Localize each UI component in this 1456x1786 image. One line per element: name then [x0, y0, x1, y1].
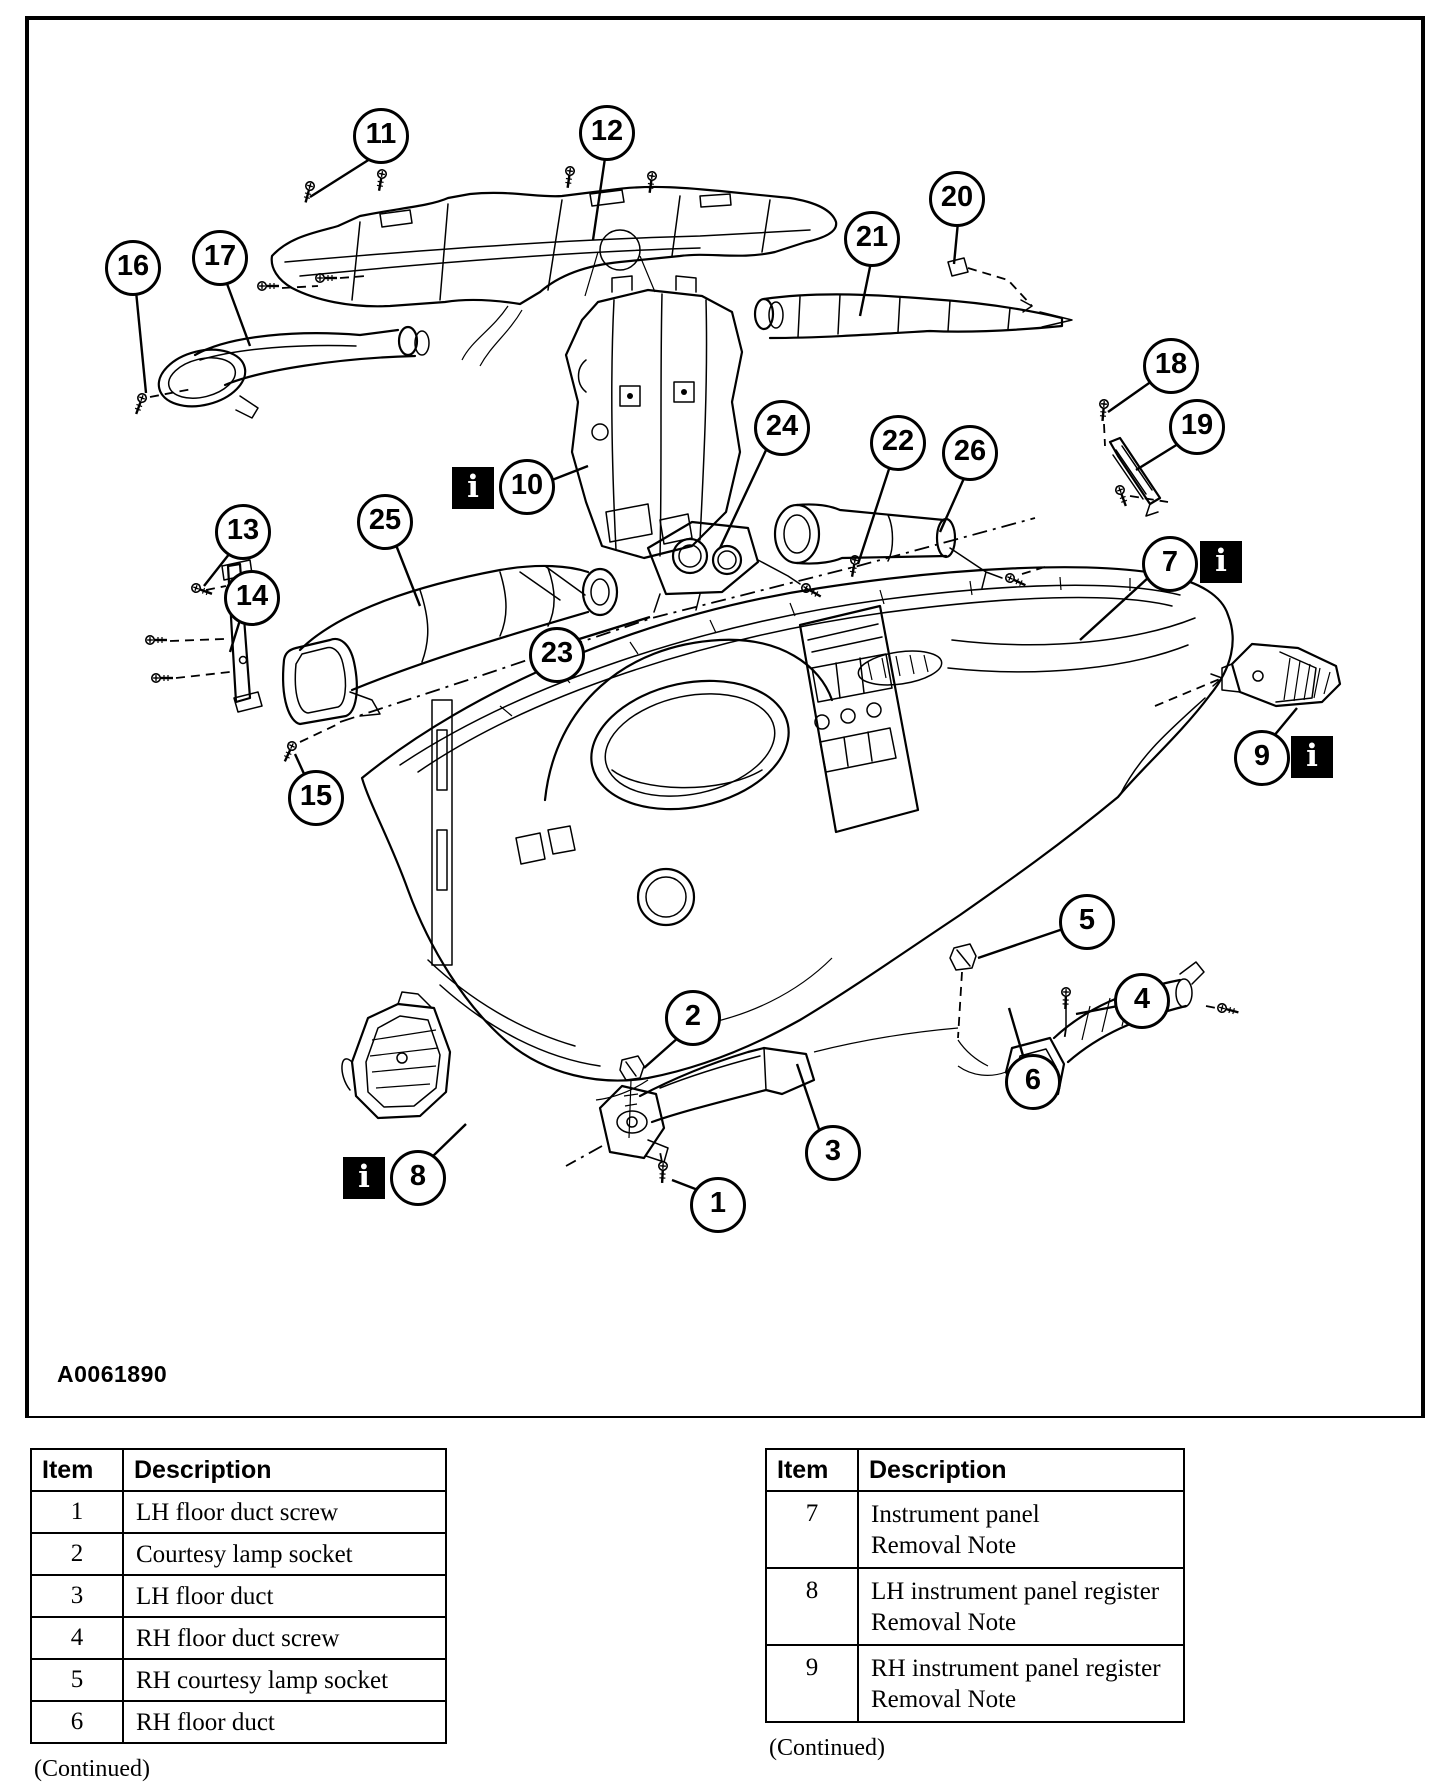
part-lh-register — [342, 992, 450, 1118]
item-number: 9 — [766, 1645, 858, 1722]
callout-7: 7 — [1142, 536, 1198, 592]
callout-22: 22 — [870, 415, 926, 471]
callout-18: 18 — [1143, 338, 1199, 394]
item-description: RH floor duct screw — [123, 1617, 446, 1659]
table-row — [31, 1659, 446, 1701]
item-number: 6 — [31, 1701, 123, 1743]
callout-16: 16 — [105, 240, 161, 296]
part-heater-box — [566, 276, 742, 558]
callout-15: 15 — [288, 770, 344, 826]
info-icon-item-10: i — [452, 467, 494, 509]
leader-lines — [136, 158, 1297, 1190]
callout-8: 8 — [390, 1150, 446, 1206]
part-defroster-plenum — [258, 166, 836, 366]
table-row — [31, 1575, 446, 1617]
callout-21: 21 — [844, 211, 900, 267]
callout-4: 4 — [1114, 973, 1170, 1029]
table-row — [31, 1617, 446, 1659]
figure-code: A0061890 — [57, 1361, 168, 1387]
column-header: Description — [858, 1449, 1184, 1491]
item-number: 5 — [31, 1659, 123, 1701]
callout-23: 23 — [529, 627, 585, 683]
table-row — [31, 1533, 446, 1575]
column-header: Item — [31, 1449, 123, 1491]
part-lh-demister-duct — [132, 327, 429, 418]
item-description: LH floor duct — [123, 1575, 446, 1617]
part-rh-floor-duct — [950, 944, 1240, 1100]
callout-10: 10 — [499, 459, 555, 515]
table-row — [766, 1645, 1184, 1722]
item-description: RH courtesy lamp socket — [123, 1659, 446, 1701]
continued-note-left: (Continued) — [34, 1756, 150, 1782]
continued-note-right: (Continued) — [769, 1735, 885, 1761]
item-description: LH instrument panel register Removal Note — [858, 1568, 1184, 1645]
item-description: Instrument panel Removal Note — [858, 1491, 1184, 1568]
info-icon-item-7: i — [1200, 541, 1242, 583]
callout-1: 1 — [690, 1177, 746, 1233]
callout-6: 6 — [1005, 1054, 1061, 1110]
callout-13: 13 — [215, 504, 271, 560]
callout-14: 14 — [224, 570, 280, 626]
table-row — [766, 1491, 1184, 1568]
table-row — [31, 1701, 446, 1743]
callout-25: 25 — [357, 494, 413, 550]
item-number: 3 — [31, 1575, 123, 1617]
item-number: 4 — [31, 1617, 123, 1659]
info-icon-item-9: i — [1291, 736, 1333, 778]
table-row — [766, 1568, 1184, 1645]
part-register-housing — [648, 522, 823, 612]
table-row — [31, 1491, 446, 1533]
callout-2: 2 — [665, 990, 721, 1046]
item-description: Courtesy lamp socket — [123, 1533, 446, 1575]
part-instrument-panel — [362, 567, 1233, 1080]
callout-20: 20 — [929, 171, 985, 227]
part-rh-register — [1222, 644, 1340, 706]
column-header: Item — [766, 1449, 858, 1491]
callout-9: 9 — [1234, 730, 1290, 786]
callout-26: 26 — [942, 425, 998, 481]
info-icon-item-8: i — [343, 1157, 385, 1199]
callout-17: 17 — [192, 230, 248, 286]
callout-12: 12 — [579, 105, 635, 161]
callout-24: 24 — [754, 400, 810, 456]
part-rh-demister-duct — [755, 258, 1072, 338]
item-description: RH instrument panel register Removal Note — [858, 1645, 1184, 1722]
item-number: 8 — [766, 1568, 858, 1645]
item-description: RH floor duct — [123, 1701, 446, 1743]
parts-table-right — [765, 1448, 1185, 1762]
callout-5: 5 — [1059, 894, 1115, 950]
item-number: 7 — [766, 1491, 858, 1568]
callout-11: 11 — [353, 108, 409, 164]
item-number: 2 — [31, 1533, 123, 1575]
callout-3: 3 — [805, 1125, 861, 1181]
item-number: 1 — [31, 1491, 123, 1533]
item-description: LH floor duct screw — [123, 1491, 446, 1533]
callout-19: 19 — [1169, 399, 1225, 455]
parts-table-left — [30, 1448, 447, 1783]
column-header: Description — [123, 1449, 446, 1491]
